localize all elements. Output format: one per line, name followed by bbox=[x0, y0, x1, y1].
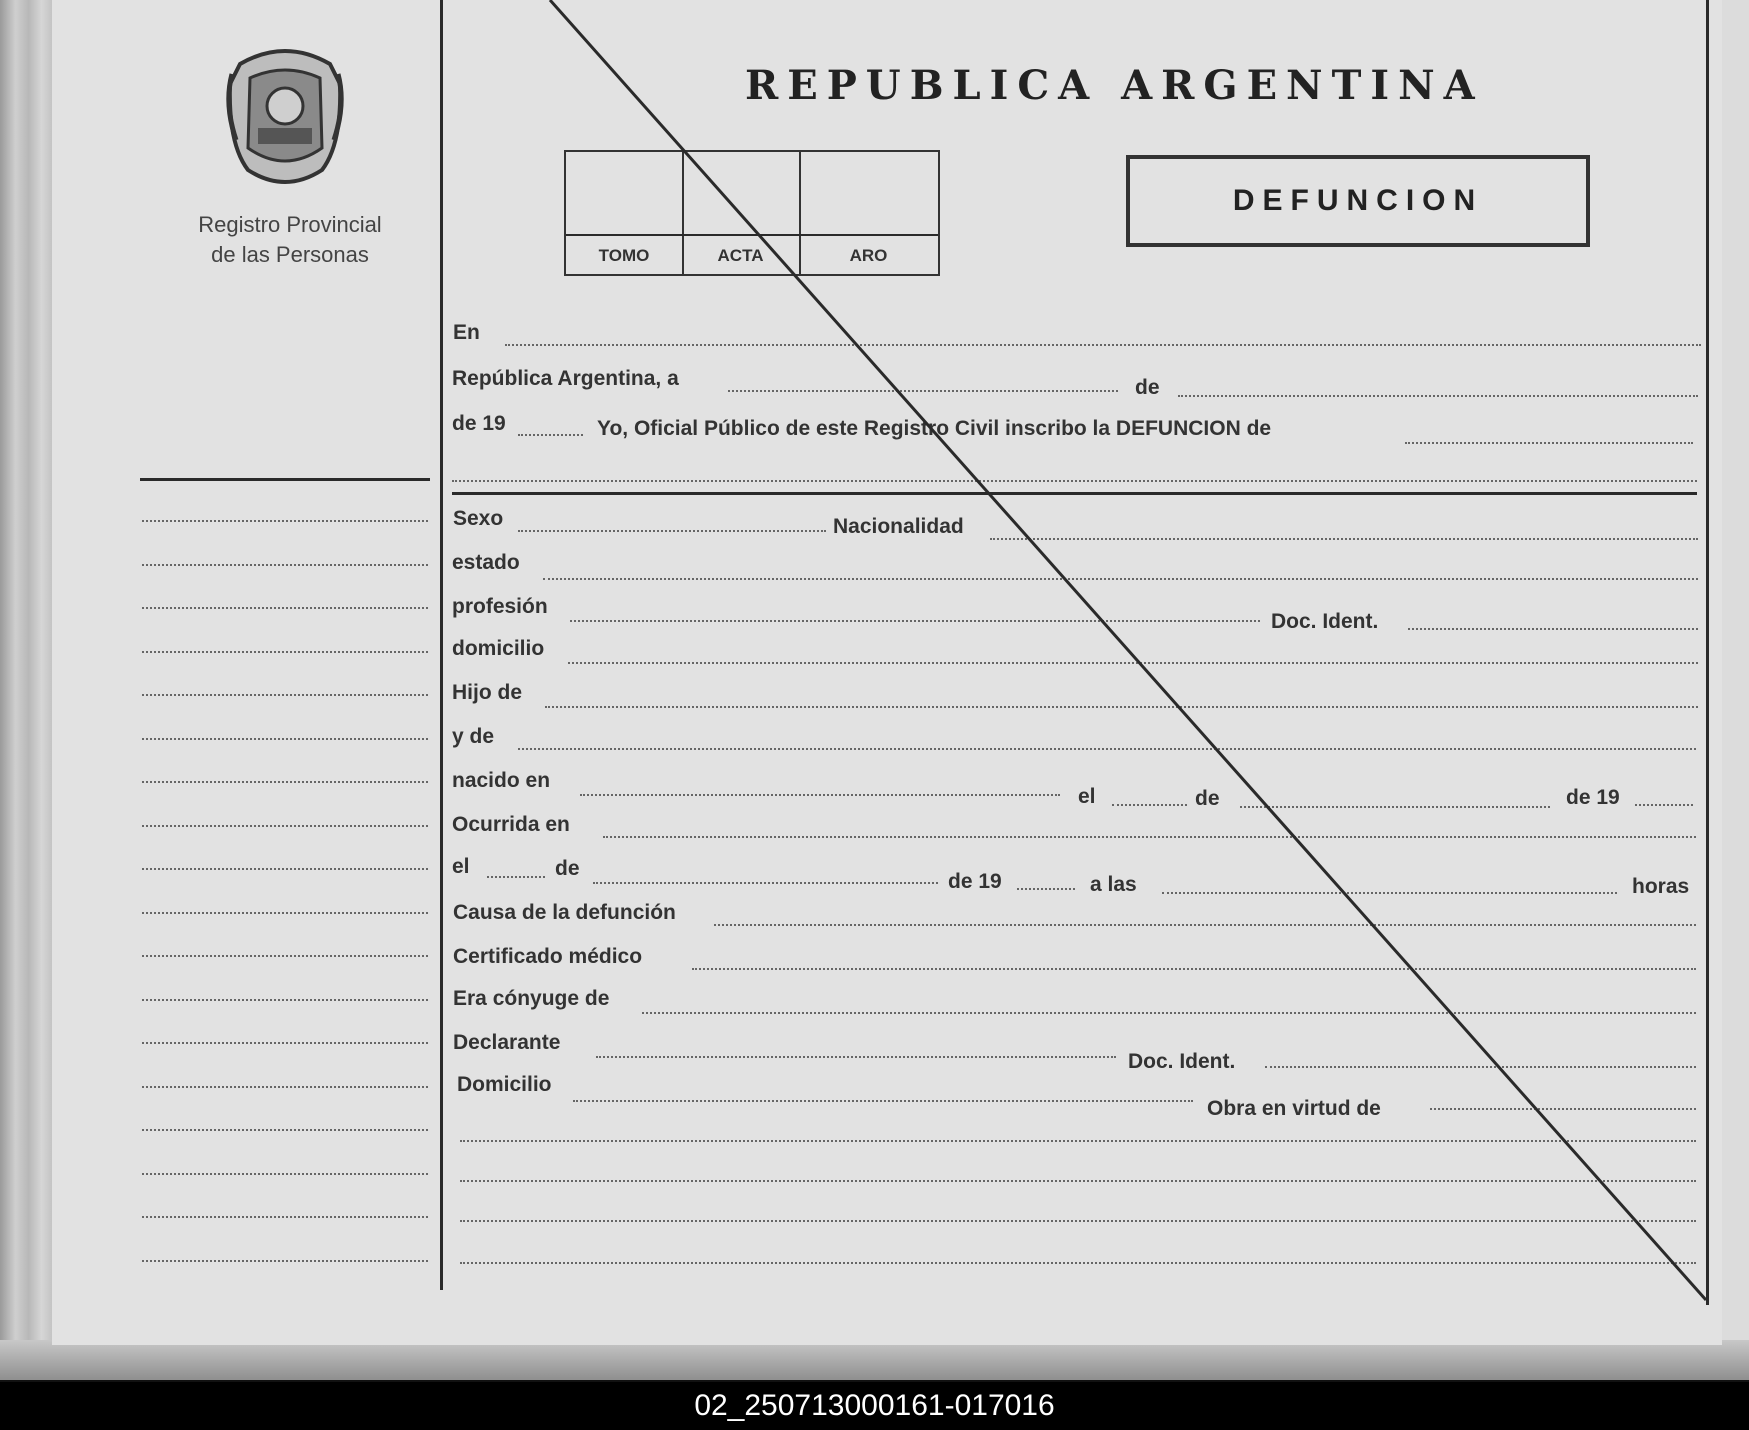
horas-label: horas bbox=[1632, 875, 1690, 898]
estado-label: estado bbox=[452, 551, 520, 574]
registry-line-1: Registro Provincial bbox=[198, 212, 382, 237]
de-label-birth: de bbox=[1195, 787, 1220, 810]
nacido-en-label: nacido en bbox=[452, 769, 551, 792]
el-label-death: el bbox=[452, 855, 470, 878]
image-id-caption: 02_250713000161-017016 bbox=[0, 1382, 1749, 1430]
de-label: de bbox=[1135, 376, 1160, 399]
registry-line-2: de las Personas bbox=[211, 242, 369, 267]
de19-label: de 19 bbox=[452, 412, 506, 435]
doc-ident-label: Doc. Ident. bbox=[1271, 610, 1379, 633]
declarante-label: Declarante bbox=[453, 1031, 561, 1054]
y-de-label: y de bbox=[452, 725, 495, 748]
page-title: REPUBLICA ARGENTINA bbox=[745, 62, 1484, 109]
domicilio-label: domicilio bbox=[452, 637, 545, 660]
hijo-de-label: Hijo de bbox=[452, 681, 523, 704]
certificado-label: Certificado médico bbox=[453, 945, 643, 968]
doc-ident-label-2: Doc. Ident. bbox=[1128, 1050, 1236, 1073]
a-las-label: a las bbox=[1090, 873, 1137, 896]
obra-label: Obra en virtud de bbox=[1207, 1097, 1381, 1120]
sexo-label: Sexo bbox=[453, 507, 504, 530]
profesion-label: profesión bbox=[452, 595, 548, 618]
republica-label: República Argentina, a bbox=[452, 367, 679, 390]
tomo-label: TOMO bbox=[598, 246, 650, 265]
acta-label: ACTA bbox=[717, 246, 764, 265]
el-label: el bbox=[1078, 785, 1096, 808]
nacionalidad-label: Nacionalidad bbox=[833, 515, 964, 538]
en-label: En bbox=[453, 321, 480, 344]
record-type-label: DEFUNCION bbox=[1232, 184, 1484, 217]
de-label-death: de bbox=[555, 857, 580, 880]
ano-label: ARO bbox=[849, 246, 888, 265]
domicilio-label-2: Domicilio bbox=[457, 1073, 552, 1096]
de19-label-birth: de 19 bbox=[1566, 786, 1620, 809]
conyuge-label: Era cónyuge de bbox=[453, 987, 610, 1010]
causa-label: Causa de la defunción bbox=[453, 901, 676, 924]
ocurrida-en-label: Ocurrida en bbox=[452, 813, 570, 836]
de19-label-death: de 19 bbox=[948, 870, 1002, 893]
oficial-statement: Yo, Oficial Público de este Registro Civil inscribo la DEFUNCION de bbox=[597, 417, 1272, 440]
